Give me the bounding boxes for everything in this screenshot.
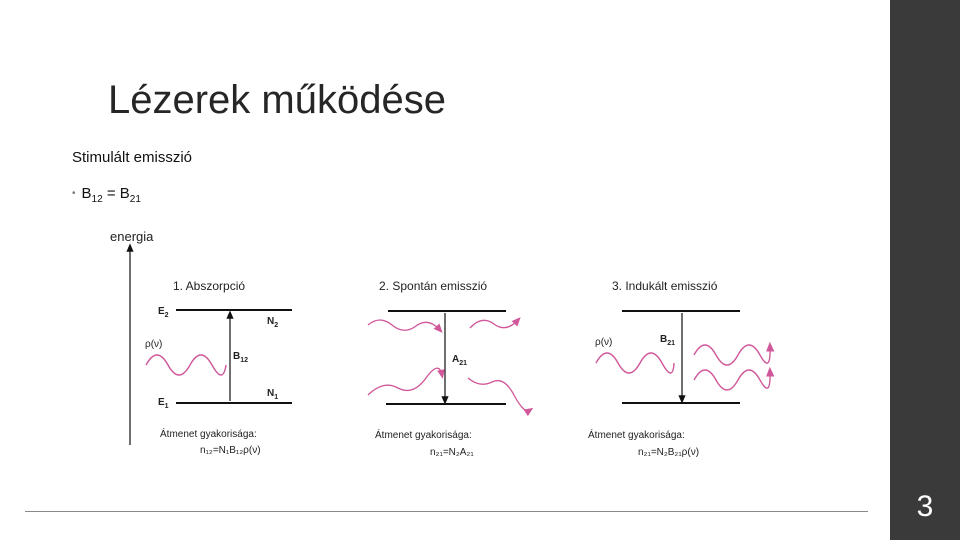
panel1-n2-label: $N_2$: [267, 316, 279, 329]
panel2-photon-wave-1: [368, 320, 440, 330]
panel3-rho-label: ρ(ν): [595, 337, 613, 348]
panel1-n1-label: $N_1$: [267, 388, 279, 401]
panel1-e2-label: $E_2$: [158, 306, 169, 319]
panel3-heading: 3. Indukált emisszió: [612, 279, 718, 293]
panel1-heading: 1. Abszorpció: [173, 279, 246, 293]
panel2-formula: n₂₁=N₂A₂₁: [430, 447, 474, 458]
panel2-photon-wave-2: [470, 320, 518, 328]
footer-divider: [25, 511, 868, 512]
laser-transitions-diagram: [100, 220, 800, 465]
panel3-formula: n₂₁=N₂B₂₁ρ(ν): [638, 447, 700, 458]
energy-axis-label: energia: [110, 229, 154, 244]
bullet-icon: •: [72, 188, 76, 199]
panel3-stimulated-wave-2: [694, 370, 770, 390]
panel3-coef-label: $B_{21}$: [660, 334, 676, 347]
panel-stimulated-emission: [588, 279, 770, 458]
panel2-photon-wave-3: [368, 368, 442, 395]
panel2-heading: 2. Spontán emisszió: [379, 279, 488, 293]
panel1-e1-label: $E_1$: [158, 397, 169, 410]
panel3-stimulated-wave-1: [694, 345, 770, 365]
panel-absorption: [145, 279, 292, 456]
panel1-rho-label: ρ(ν): [145, 339, 163, 350]
panel2-coef-label: $A_{21}$: [452, 354, 468, 367]
panel1-coef-label: $B_{12}$: [233, 351, 249, 364]
bullet-b-sub: 12: [91, 194, 103, 205]
bullet-eq: = B: [102, 185, 130, 202]
panel1-photon-wave: [146, 355, 226, 375]
slide-title: Lézerek működése: [108, 78, 446, 122]
bullet-b: B: [81, 185, 92, 202]
panel1-rate-label: Átmenet gyakorisága:: [160, 429, 257, 440]
panel3-rate-label: Átmenet gyakorisága:: [588, 430, 685, 441]
bullet-b2-sub: 21: [129, 194, 141, 205]
side-accent-bar: [890, 0, 960, 540]
bullet-equation: [72, 185, 141, 205]
panel2-rate-label: Átmenet gyakorisága:: [375, 430, 472, 441]
panel1-formula: n₁₂=N₁B₁₂ρ(ν): [200, 445, 261, 456]
panel2-photon-wave-4: [468, 378, 530, 411]
panel3-incoming-wave: [596, 353, 674, 373]
slide-subtitle: Stimulált emisszió: [72, 149, 193, 166]
panel-spontaneous-emission: [368, 279, 530, 458]
page-number: 3: [916, 490, 934, 523]
